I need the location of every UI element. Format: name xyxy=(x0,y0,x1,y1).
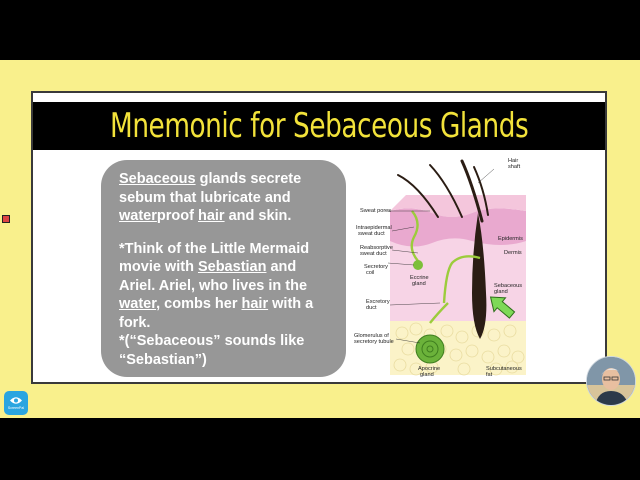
mnemonic-text-box xyxy=(101,160,346,377)
webcam-avatar[interactable] xyxy=(586,356,636,406)
label-sebaceous-2: gland xyxy=(494,289,508,295)
eye-icon xyxy=(9,396,23,405)
eye-button-caption: ScreenPal xyxy=(7,406,25,410)
slide-title-bar xyxy=(33,102,605,150)
label-sweat-pores: Sweat pores xyxy=(360,208,392,214)
apocrine-gland xyxy=(416,335,444,363)
label-reabsorptive: Reabsorptive xyxy=(360,245,393,251)
presentation-stage xyxy=(0,60,640,418)
label-sebaceous: Sebaceous xyxy=(494,283,522,289)
slide-title: Mnemonic for Sebaceous Glands xyxy=(109,106,529,146)
label-eccrine: Eccrine xyxy=(410,275,429,281)
text-run: *Think of the Little Mermaid movie with xyxy=(119,240,310,275)
label-epidermis: Epidermis xyxy=(498,236,523,242)
text-run: glands secrete sebum that lubricate and xyxy=(119,171,302,206)
text-run: , combs her xyxy=(156,296,242,312)
eccrine-coil xyxy=(413,260,423,270)
label-subcutaneous-2: fat xyxy=(486,372,493,378)
keyword-hair-2: hair xyxy=(241,296,269,312)
label-apocrine: Apocrine xyxy=(418,366,441,372)
label-glomerulus: Glomerulus of xyxy=(354,333,389,339)
keyword-hair: hair xyxy=(197,208,225,224)
label-excretory-duct: Excretory xyxy=(366,299,390,305)
paragraph-definition xyxy=(119,170,336,226)
label-intraepidermal: Intraepidermal xyxy=(356,225,392,231)
label-glomerulus-2: secretory tubule xyxy=(354,339,394,345)
text-run: and Ariel. Ariel, who lives in the xyxy=(119,259,308,294)
text-run: and skin. xyxy=(224,208,292,224)
label-eccrine-2: gland xyxy=(412,281,426,287)
label-secretory-coil-2: coil xyxy=(366,270,375,276)
text-run: proof xyxy=(156,208,198,224)
label-secretory-coil: Secretory xyxy=(364,264,388,270)
skin-anatomy-diagram xyxy=(352,153,532,381)
keyword-sebastian: Sebastian xyxy=(197,259,267,275)
presenter-icon xyxy=(587,357,636,406)
label-hair-shaft-2: shaft xyxy=(508,164,521,170)
label-reabsorptive-2: sweat duct xyxy=(360,251,387,257)
keyword-water-2: water xyxy=(119,296,157,312)
label-subcutaneous: Subcutaneous xyxy=(486,366,522,372)
eye-button[interactable] xyxy=(4,391,28,415)
label-hair-shaft: Hair xyxy=(508,158,519,164)
paragraph-sounds-like: *(“Sebaceous” sounds like “Sebastian”) xyxy=(119,333,305,368)
label-intraepidermal-2: sweat duct xyxy=(358,231,385,237)
keyword-sebaceous: Sebaceous xyxy=(119,171,196,187)
text-run: with a fork. xyxy=(119,296,314,331)
label-dermis: Dermis xyxy=(504,250,522,256)
keyword-water: water xyxy=(119,208,157,224)
paragraph-mermaid xyxy=(119,240,336,333)
recording-marker-icon[interactable] xyxy=(2,215,10,223)
label-excretory-duct-2: duct xyxy=(366,305,377,311)
label-apocrine-2: gland xyxy=(420,372,434,378)
